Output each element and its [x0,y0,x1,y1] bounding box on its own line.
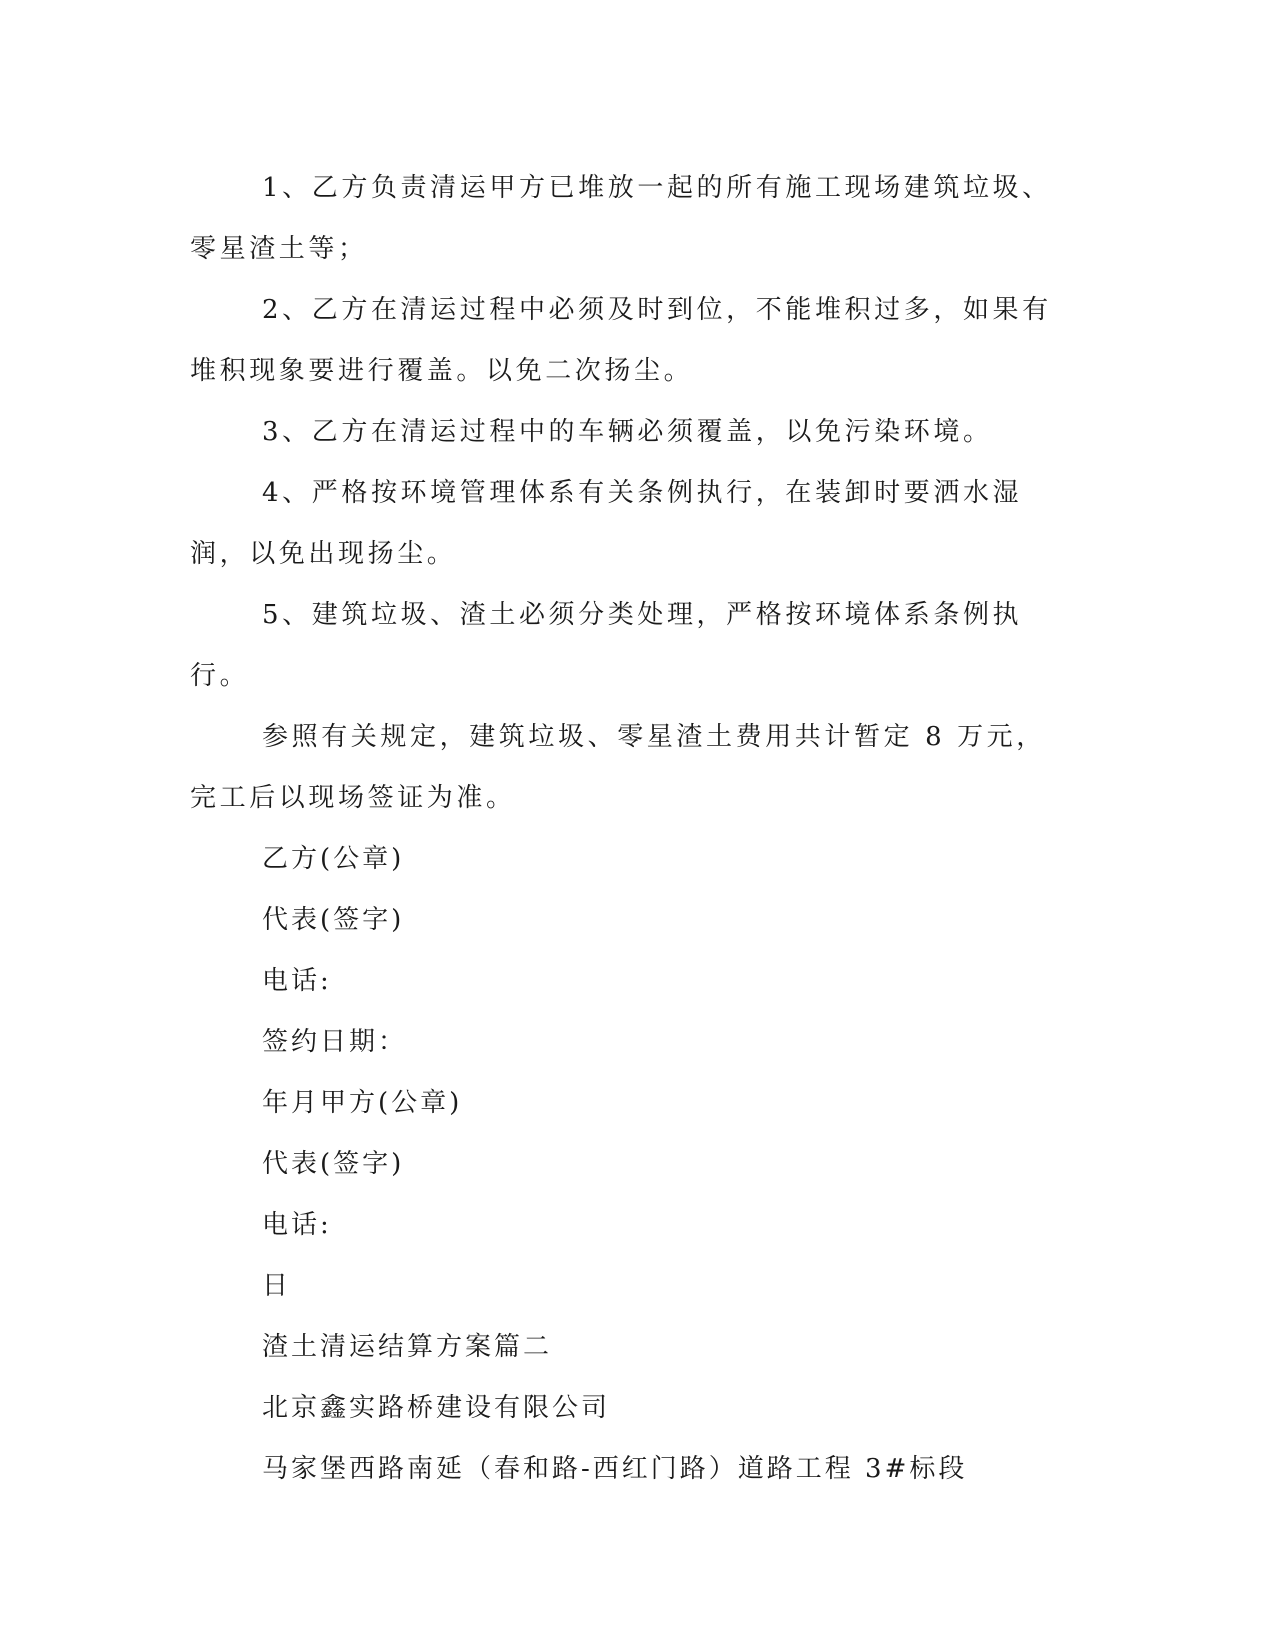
clause-3: 3、乙方在清运过程中的车辆必须覆盖，以免污染环境。 [262,417,993,447]
party-a-seal: 年月甲方(公章) [262,1088,463,1118]
party-a-representative: 代表(签字) [262,1149,405,1179]
clause-5: 5、建筑垃圾、渣土必须分类处理，严格按环境体系条例执行。 [190,600,1023,691]
clause-1: 1、乙方负责清运甲方已堆放一起的所有施工现场建筑垃圾、零星渣土等； [190,173,1052,264]
project-name: 马家堡西路南延（春和路-西红门路）道路工程 3#标段 [262,1454,968,1484]
document-body [190,158,1070,1500]
party-b-seal: 乙方(公章) [262,844,405,874]
clause-2: 2、乙方在清运过程中必须及时到位，不能堆积过多，如果有堆积现象要进行覆盖。以免二次扬尘。 [190,295,1052,386]
clause-4: 4、严格按环境管理体系有关条例执行，在装卸时要洒水湿润，以免出现扬尘。 [190,478,1023,569]
signing-date: 签约日期： [262,1027,408,1057]
company-name: 北京鑫实路桥建设有限公司 [262,1393,611,1423]
section-title: 渣土清运结算方案篇二 [262,1332,553,1362]
day-label: 日 [262,1271,292,1301]
party-b-phone: 电话: [262,966,332,996]
fee-paragraph: 参照有关规定，建筑垃圾、零星渣土费用共计暂定 8 万元，完工后以现场签证为准。 [190,722,1046,813]
party-b-representative: 代表(签字) [262,905,405,935]
party-a-phone: 电话: [262,1210,332,1240]
